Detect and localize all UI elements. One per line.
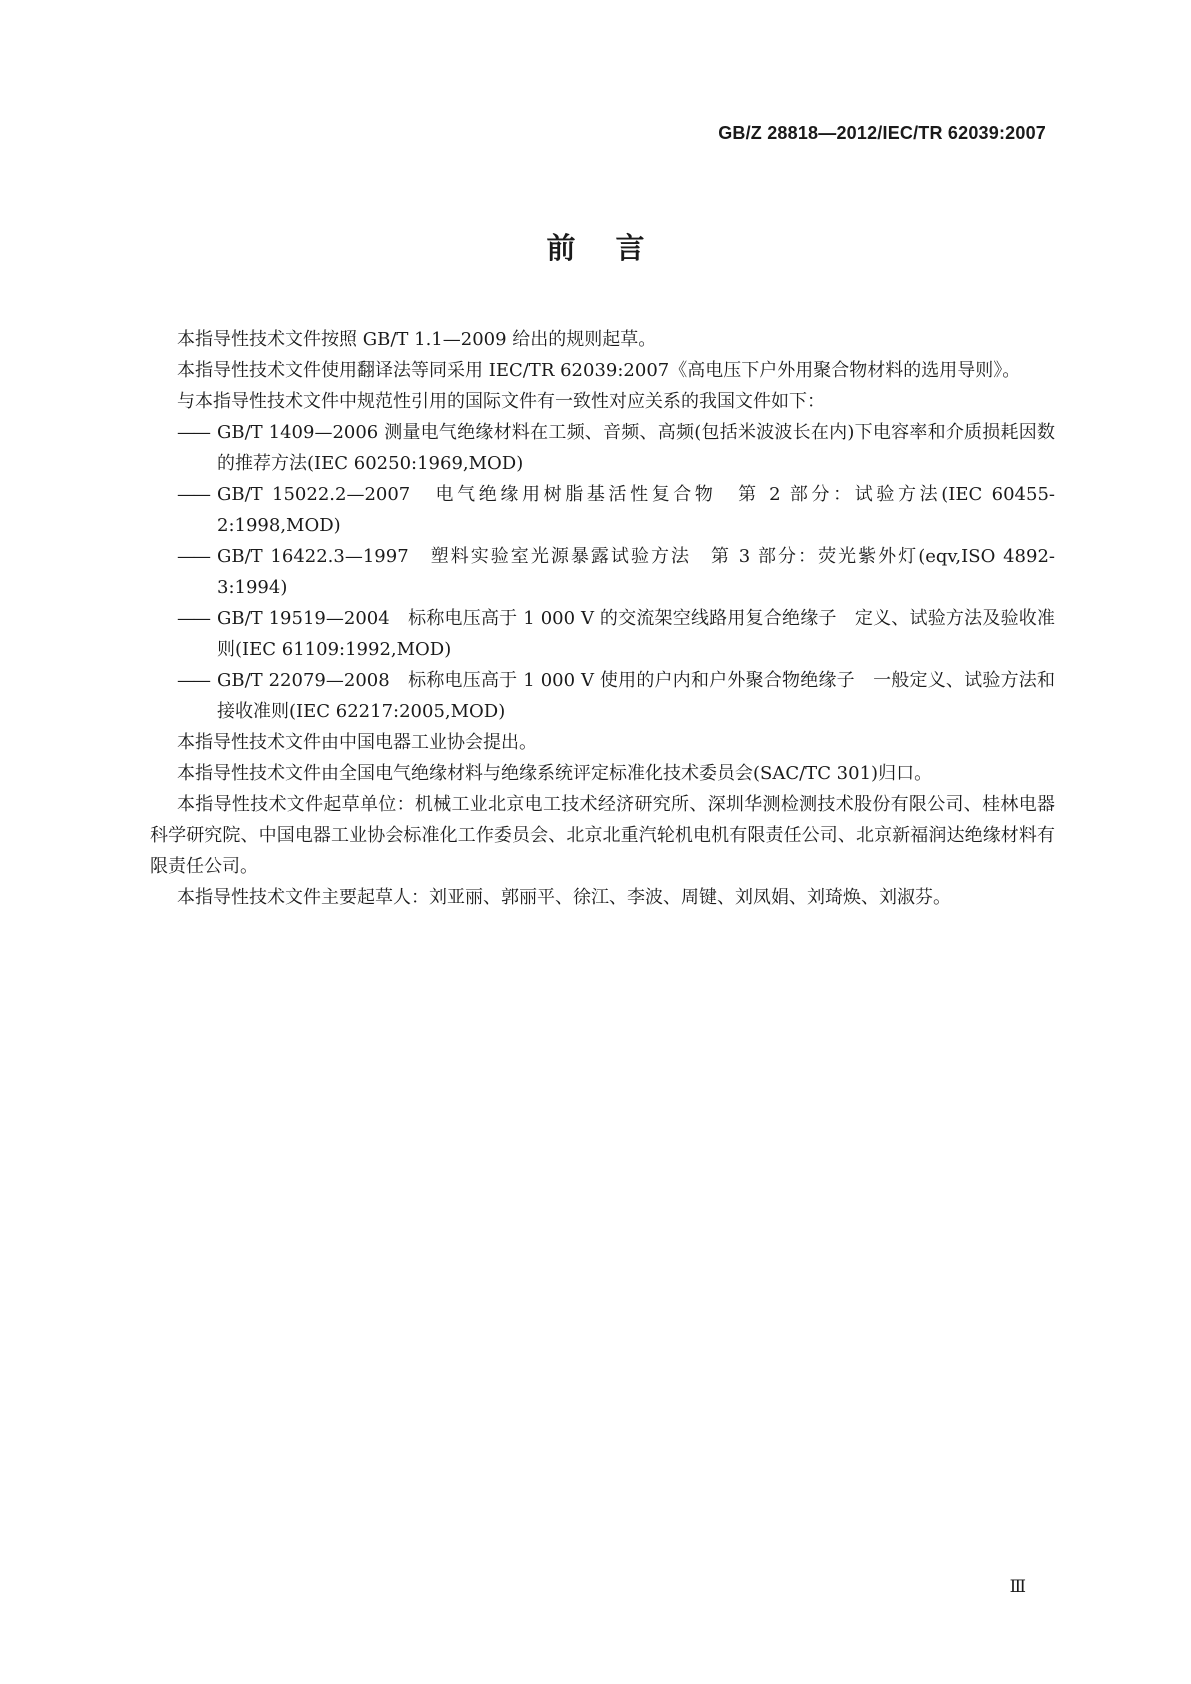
reference-text: GB/T 15022.2—2007 电气绝缘用树脂基活性复合物 第 2 部分：试验方法(IEC 60455-2:1998,MOD)	[217, 484, 1055, 536]
reference-item	[150, 665, 1055, 727]
list-dash: ——	[177, 670, 209, 691]
paragraph-references-intro: 与本指导性技术文件中规范性引用的国际文件有一致性对应关系的我国文件如下：	[177, 391, 825, 412]
paragraph-proposer: 本指导性技术文件由中国电器工业协会提出。	[177, 732, 537, 753]
reference-text: GB/T 22079—2008 标称电压高于 1 000 V 使用的户内和户外聚合物绝缘子 一般定义、试验方法和接收准则(IEC 62217:2005,MOD)	[217, 670, 1055, 722]
standard-code-header: GB/Z 28818—2012/IEC/TR 62039:2007	[718, 123, 1046, 143]
reference-item	[150, 417, 1055, 479]
paragraph-drafting-units: 本指导性技术文件起草单位：机械工业北京电工技术经济研究所、深圳华测检测技术股份有限公司、桂林电器科学研究院、中国电器工业协会标准化工作委员会、北京北重汽轮机电机有限责任公司、北京新福润达绝缘材料有限责任公司。	[150, 794, 1055, 877]
paragraph-drafting-rules: 本指导性技术文件按照 GB/T 1.1—2009 给出的规则起草。	[177, 329, 657, 350]
list-dash: ——	[177, 546, 209, 567]
reference-text: GB/T 16422.3—1997 塑料实验室光源暴露试验方法 第 3 部分：荧光紫外灯(eqv,ISO 4892-3:1994)	[217, 546, 1055, 598]
page-number: Ⅲ	[1009, 1577, 1026, 1596]
document-body	[150, 324, 1055, 913]
page-title: 前言	[546, 231, 685, 265]
reference-item	[150, 541, 1055, 603]
list-dash: ——	[177, 422, 209, 443]
reference-text: GB/T 1409—2006 测量电气绝缘材料在工频、音频、高频(包括米波波长在内)下电容率和介质损耗因数的推荐方法(IEC 60250:1969,MOD)	[217, 422, 1055, 474]
reference-text: GB/T 19519—2004 标称电压高于 1 000 V 的交流架空线路用复合绝缘子 定义、试验方法及验收准则(IEC 61109:1992,MOD)	[217, 608, 1055, 660]
list-dash: ——	[177, 608, 209, 629]
paragraph-drafters: 本指导性技术文件主要起草人：刘亚丽、郭丽平、徐江、李波、周键、刘凤娟、刘琦焕、刘淑芬。	[177, 887, 951, 908]
paragraph-centralized: 本指导性技术文件由全国电气绝缘材料与绝缘系统评定标准化技术委员会(SAC/TC 301)归口。	[177, 763, 933, 784]
reference-item	[150, 603, 1055, 665]
reference-item	[150, 479, 1055, 541]
paragraph-adoption: 本指导性技术文件使用翻译法等同采用 IEC/TR 62039:2007《高电压下户外用聚合物材料的选用导则》。	[177, 360, 1021, 381]
list-dash: ——	[177, 484, 209, 505]
